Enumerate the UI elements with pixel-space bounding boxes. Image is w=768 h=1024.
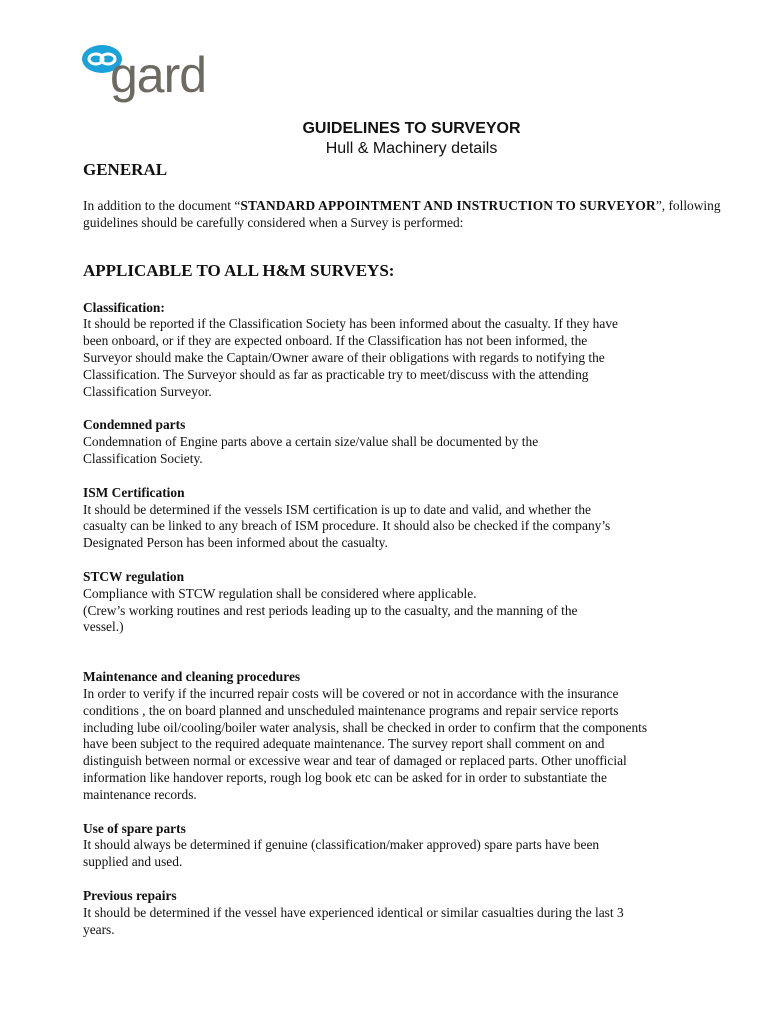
section-title: ISM Certification xyxy=(83,484,185,500)
document-subtitle: Hull & Machinery details xyxy=(325,140,498,157)
section-stcw-regulation xyxy=(83,569,743,636)
section-title: Previous repairs xyxy=(83,887,177,903)
section-title: Condemned parts xyxy=(83,417,186,433)
section-maintenance-cleaning xyxy=(83,669,743,803)
intro-suffix: ”, following guidelines should be carefully considered when a Survey is performed: xyxy=(83,198,721,230)
section-title: STCW regulation xyxy=(83,568,185,584)
section-line: have been subject to the required adequate maintenance. The survey report shall comment on and xyxy=(83,736,605,752)
section-line: Classification. The Surveyor should as far as practicable try to meet/discuss with the attending xyxy=(83,366,589,382)
section-line: vessel.) xyxy=(83,619,124,635)
section-line: years. xyxy=(83,921,115,937)
section-line: It should be reported if the Classification Society has been informed about the casualty. If they have xyxy=(83,316,618,332)
intro-document-name: STANDARD APPOINTMENT AND INSTRUCTION TO SURVEYOR xyxy=(240,198,656,213)
section-classification xyxy=(83,300,743,401)
section-line: conditions , the on board planned and unscheduled maintenance programs and repair service reports xyxy=(83,702,619,718)
gard-wordmark: gard xyxy=(110,47,207,103)
section-title: Maintenance and cleaning procedures xyxy=(83,669,301,685)
section-line: information like handover reports, rough log book etc can be asked for in order to substantiate the xyxy=(83,769,607,785)
section-line: In order to verify if the incurred repair costs will be covered or not in accordance with the insurance xyxy=(83,685,619,701)
section-line: It should be determined if the vessels ISM certification is up to date and valid, and whether the xyxy=(83,501,591,517)
section-line: Designated Person has been informed about the casualty. xyxy=(83,535,388,551)
section-line: supplied and used. xyxy=(83,854,183,870)
section-line: Classification Surveyor. xyxy=(83,383,212,399)
section-title: Classification: xyxy=(83,299,165,315)
section-line: distinguish between normal or excessive wear and tear of damaged or replaced parts. Other unofficial xyxy=(83,753,627,769)
section-line: Condemnation of Engine parts above a certain size/value shall be documented by the xyxy=(83,434,539,450)
gard-logo xyxy=(80,42,220,108)
section-previous-repairs xyxy=(83,888,743,938)
general-heading: GENERAL xyxy=(83,160,168,179)
section-line: Surveyor should make the Captain/Owner aware of their obligations with regards to notifying the xyxy=(83,349,605,365)
section-line: Compliance with STCW regulation shall be considered where applicable. xyxy=(83,585,477,601)
section-title: Use of spare parts xyxy=(83,820,186,836)
general-intro xyxy=(83,198,743,232)
section-line: including lube oil/cooling/boiler water analysis, shall be checked in order to confirm that the components xyxy=(83,719,648,735)
section-condemned-parts xyxy=(83,417,743,467)
section-spare-parts xyxy=(83,821,743,871)
sections-list xyxy=(83,300,743,939)
intro-prefix: In addition to the document “ xyxy=(83,198,241,213)
document-body xyxy=(83,158,743,938)
section-line: It should be determined if the vessel have experienced identical or similar casualties during the last 3 xyxy=(83,904,624,920)
section-ism-certification xyxy=(83,485,743,552)
section-line: Classification Society. xyxy=(83,450,203,466)
applicable-heading: APPLICABLE TO ALL H&M SURVEYS: xyxy=(83,260,395,280)
section-line: been onboard, or if they are expected onboard. If the Classification has not been informed, the xyxy=(83,333,588,349)
section-line: casualty can be linked to any breach of ISM procedure. It should also be checked if the company’s xyxy=(83,518,611,534)
document-header xyxy=(0,120,768,158)
section-line: maintenance records. xyxy=(83,786,197,802)
section-line: It should always be determined if genuine (classification/maker approved) spare parts have been xyxy=(83,837,600,853)
document-title: GUIDELINES TO SURVEYOR xyxy=(302,120,521,137)
section-line: (Crew’s working routines and rest periods leading up to the casualty, and the manning of the xyxy=(83,602,578,618)
